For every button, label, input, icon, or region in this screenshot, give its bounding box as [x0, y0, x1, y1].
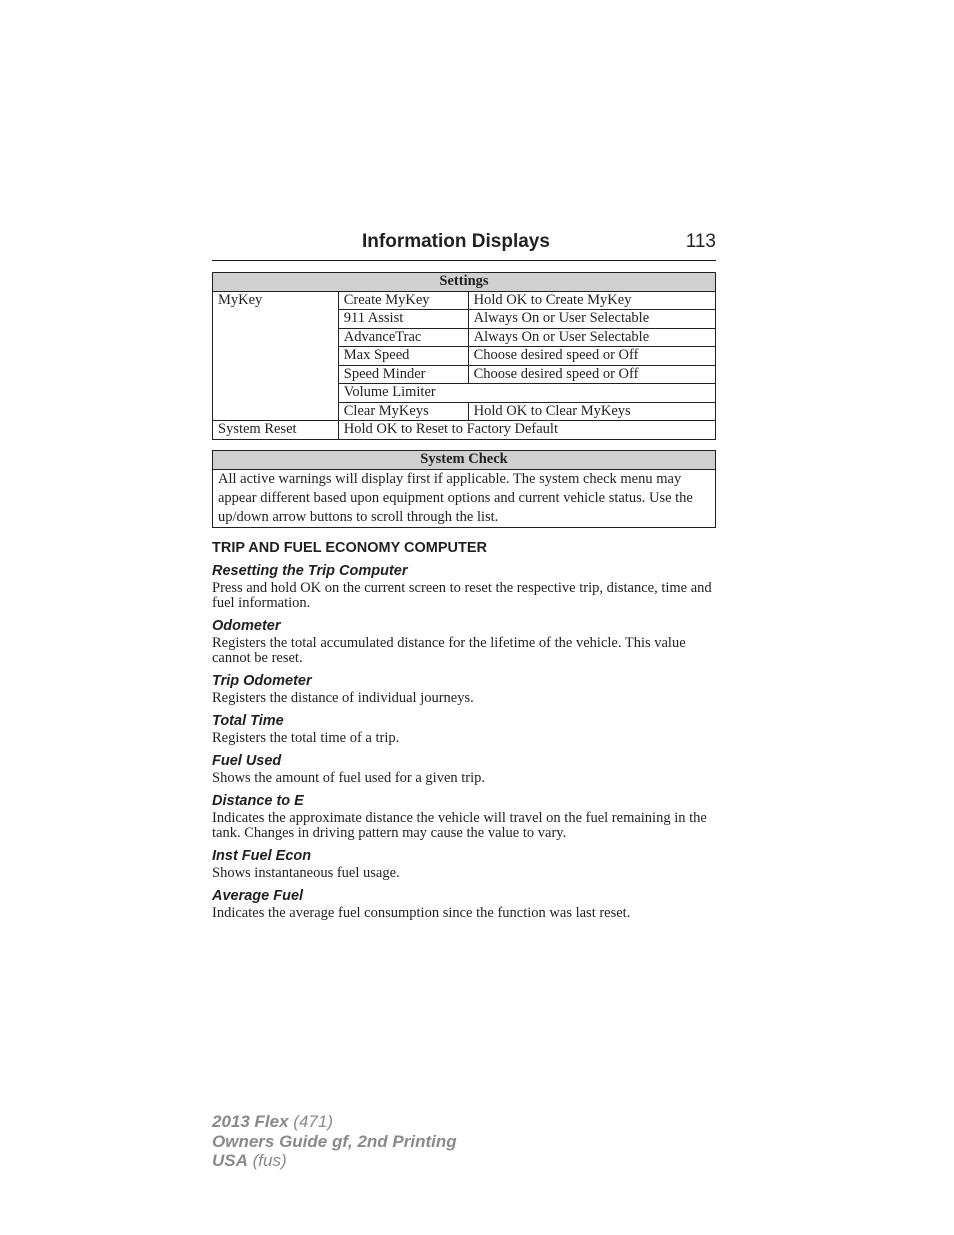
sub-heading: Odometer: [212, 618, 281, 634]
table-cell-item: 911 Assist: [338, 310, 468, 329]
system-reset-label: System Reset: [213, 421, 339, 440]
section-item: [212, 563, 716, 611]
table-row: [213, 469, 716, 527]
paragraph: Indicates the average fuel consumption since the function was last reset.: [212, 905, 631, 921]
page-title: Information Displays: [362, 231, 550, 252]
table-cell-value: Choose desired speed or Off: [468, 347, 715, 366]
footer-line-guide: [212, 1132, 457, 1152]
paragraph: Shows the amount of fuel used for a given trip.: [212, 770, 486, 786]
page-header: [212, 229, 716, 261]
table-cell-value: Always On or User Selectable: [468, 328, 715, 347]
section-item: [212, 713, 716, 746]
table-cell-value: Choose desired speed or Off: [468, 365, 715, 384]
footer-market: USA: [212, 1151, 248, 1170]
sub-heading: Average Fuel: [212, 888, 304, 904]
paragraph: Registers the total time of a trip.: [212, 730, 400, 746]
page-footer: [212, 1112, 457, 1171]
paragraph: Registers the total accumulated distance for the lifetime of the vehicle. This value cannot be reset.: [212, 635, 686, 666]
table-cell-value: Always On or User Selectable: [468, 310, 715, 329]
sub-heading: Resetting the Trip Computer: [212, 563, 408, 579]
footer-model: 2013 Flex: [212, 1112, 289, 1131]
footer-line-market: [212, 1151, 457, 1171]
mykey-label: MyKey: [213, 291, 339, 421]
footer-guide: Owners Guide gf, 2nd Printing: [212, 1131, 457, 1151]
table-cell-value: Hold OK to Clear MyKeys: [468, 402, 715, 421]
system-reset-value: Hold OK to Reset to Factory Default: [338, 421, 715, 440]
table-row: [213, 291, 716, 310]
settings-table: [212, 272, 716, 440]
table-cell-item: Speed Minder: [338, 365, 468, 384]
section-item: [212, 793, 716, 841]
footer-model-code: (471): [293, 1112, 333, 1131]
table-cell-item: Create MyKey: [338, 291, 468, 310]
settings-table-header: [213, 273, 716, 292]
sub-heading: Fuel Used: [212, 753, 282, 769]
footer-market-code: (fus): [252, 1151, 287, 1170]
section-item: [212, 888, 716, 921]
system-check-text: All active warnings will display first if applicable. The system check menu may appear different based upon equipment options and current vehicle status. Use the up/down arrow buttons to scroll through the list.: [213, 469, 716, 527]
section-item: [212, 753, 716, 786]
section-heading: TRIP AND FUEL ECONOMY COMPUTER: [212, 540, 487, 556]
sub-heading: Distance to E: [212, 793, 304, 809]
footer-line-model: [212, 1112, 457, 1132]
paragraph: Indicates the approximate distance the vehicle will travel on the fuel remaining in the tank. Changes in driving pattern may cause the value to vary.: [212, 810, 707, 841]
table-cell-item: AdvanceTrac: [338, 328, 468, 347]
table-cell-item: Clear MyKeys: [338, 402, 468, 421]
sub-heading: Trip Odometer: [212, 673, 312, 689]
table-cell-item: Max Speed: [338, 347, 468, 366]
paragraph: Registers the distance of individual journeys.: [212, 690, 474, 706]
system-check-header: [213, 451, 716, 470]
section-content: [212, 563, 716, 928]
page-number: 113: [685, 231, 716, 252]
table-row: [213, 421, 716, 440]
sub-heading: Total Time: [212, 713, 284, 729]
paragraph: Shows instantaneous fuel usage.: [212, 865, 400, 881]
sub-heading: Inst Fuel Econ: [212, 848, 312, 864]
paragraph: Press and hold OK on the current screen to reset the respective trip, distance, time and fuel information.: [212, 580, 712, 611]
settings-table-title: Settings: [213, 273, 716, 292]
system-check-title: System Check: [213, 451, 716, 470]
section-item: [212, 673, 716, 706]
system-check-table: [212, 450, 716, 528]
section-item: [212, 618, 716, 666]
section-item: [212, 848, 716, 881]
table-cell-value: Hold OK to Create MyKey: [468, 291, 715, 310]
table-cell-item: Volume Limiter: [338, 384, 715, 403]
